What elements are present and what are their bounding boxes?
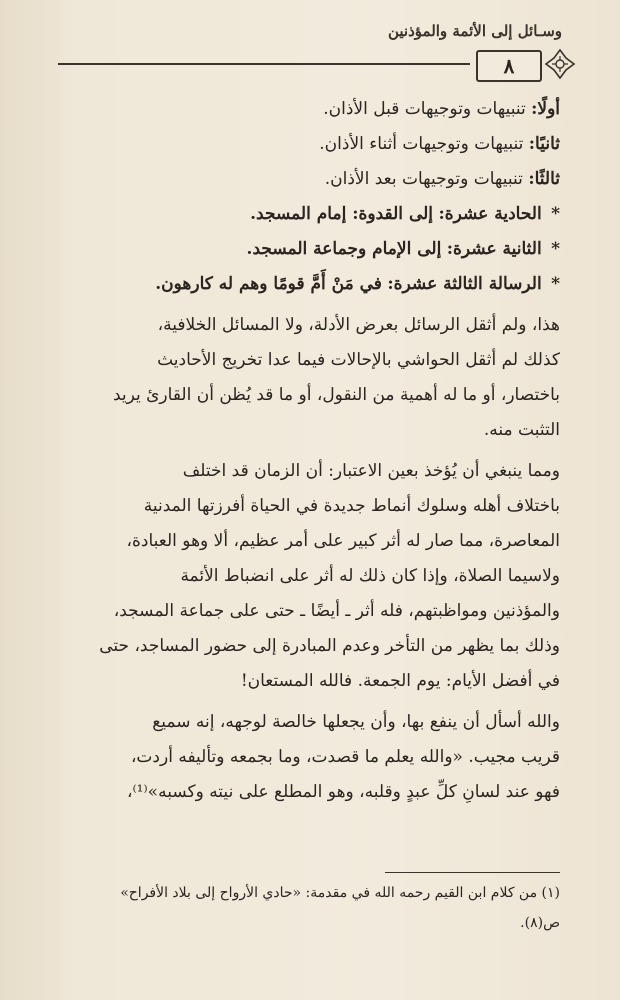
letter-label: الرسالة الثالثة عشرة: [387,274,542,294]
footnote-rule [385,872,560,873]
letter-item-11 [60,197,560,232]
letter-item-13 [60,267,560,302]
toc-item-2 [60,127,560,162]
paragraph-line: المعاصرة، مما صار له أثر كبير على أمر عظيم، ألا وهو العبادة، [126,531,560,551]
paragraph-line: كذلك لم أثقل الحواشي بالإحالات فيما عدا تخريج الأحاديث [157,350,560,370]
letter-label: الثانية عشرة: [446,239,542,259]
letter-text: في مَنْ أَمَّ قومًا وهم له كارهون. [155,274,382,294]
bullet-icon: * [551,274,560,294]
paragraph-1 [60,308,560,448]
paragraph-line: قريب مجيب. «والله يعلم ما قصدت، وما بجمعه وتأليفه أردت، [130,747,560,767]
paragraph-line: باختلاف أهله وسلوك أنماط جديدة في الحياة أفرزتها المدنية [143,496,560,516]
paragraph-line: فهو عند لسانِ كلِّ عبدٍ وقلبه، وهو المطلع على نيته وكسبه»⁽¹⁾، [127,782,560,802]
paragraph-line: هذا، ولم أثقل الرسائل بعرض الأدلة، ولا المسائل الخلافية، [157,315,560,335]
toc-text: تنبيهات وتوجيهات بعد الأذان. [324,169,523,189]
toc-text: تنبيهات وتوجيهات أثناء الأذان. [319,134,524,154]
bullet-icon: * [551,204,560,224]
footnote-line: ص(٨). [520,915,560,931]
page-number: ٨ [476,50,542,82]
letter-text: إلى القدوة: إمام المسجد. [250,204,434,224]
paragraph-line: وذلك بما يظهر من التأخر وعدم المبادرة إلى حضور المساجد، حتى [99,636,560,656]
paragraph-line: والمؤذنين ومواظبتهم، فله أثر ـ أيضًا ـ حتى على جماعة المسجد، [113,601,560,621]
paragraph-line: باختصار، أو ما له أهمية من النقول، أو ما قد يُظن أن القارئ يريد [112,385,560,405]
paragraph-line: في أفضل الأيام: يوم الجمعة. فالله المستعان! [240,671,560,691]
toc-item-3 [60,162,560,197]
footnote-line: (١) من كلام ابن القيم رحمه الله في مقدمة: «حادي الأرواح إلى بلاد الأفراح» [120,885,560,901]
paragraph-line: والله أسأل أن ينفع بها، وأن يجعلها خالصة لوجهه، إنه سميع [152,712,560,732]
letter-text: إلى الإمام وجماعة المسجد. [246,239,442,259]
body-text [60,92,560,810]
toc-label: ثالثًا: [528,169,560,189]
footnote [55,878,560,938]
paragraph-line: ولاسيما الصلاة، وإذا كان ذلك له أثر على انضباط الأئمة [180,566,560,586]
bullet-icon: * [551,239,560,259]
ornament-icon [544,48,576,80]
toc-label: ثانيًا: [528,134,560,154]
toc-item-1 [60,92,560,127]
running-title: وسـائل إلى الأئمة والمؤذنين [387,22,562,40]
paragraph-3 [60,705,560,810]
header-rule [58,63,470,65]
toc-text: تنبيهات وتوجيهات قبل الأذان. [323,99,526,119]
paragraph-line: ومما ينبغي أن يُؤخذ بعين الاعتبار: أن الزمان قد اختلف [182,461,560,481]
paragraph-2 [60,454,560,699]
paragraph-line: التثبت منه. [483,420,560,440]
letter-label: الحادية عشرة: [438,204,542,224]
letter-item-12 [60,232,560,267]
toc-label: أولًا: [531,99,560,119]
